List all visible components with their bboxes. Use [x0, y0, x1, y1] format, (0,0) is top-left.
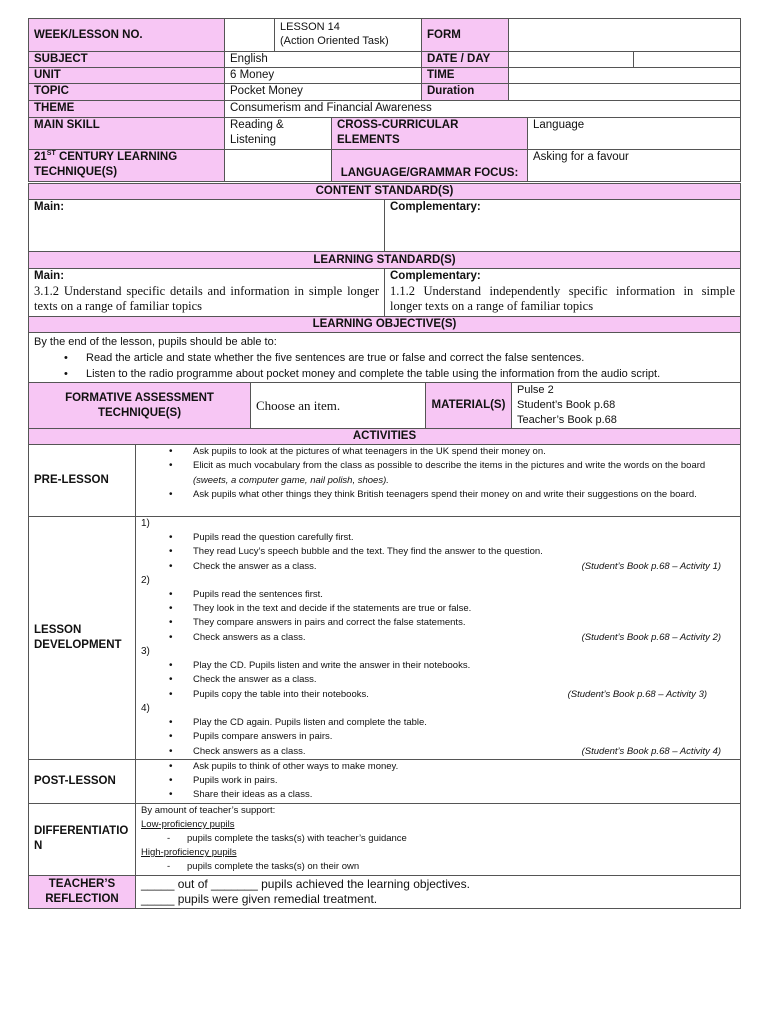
- objective-item: • Listen to the radio programme about pocket money and complete the table using the information from the audio script.: [86, 366, 735, 382]
- theme-value: Consumerism and Financial Awareness: [225, 101, 741, 118]
- objective-item: • Read the article and state whether the five sentences are true or false and correct the false sentences.: [86, 350, 735, 366]
- time-label: TIME: [422, 68, 509, 84]
- cross-curricular-label: CROSS-CURRICULAR ELEMENTS: [332, 118, 528, 150]
- formative-assessment-label: FORMATIVE ASSESSMENT TECHNIQUE(S): [29, 383, 251, 429]
- list-item: • Play the CD. Pupils listen and write the answer in their notebooks.: [193, 659, 735, 673]
- pre-lesson-label: PRE-LESSON: [29, 445, 136, 517]
- materials-value: Pulse 2 Student’s Book p.68 Teacher’s Book p.68: [512, 383, 741, 429]
- objective-intro: By the end of the lesson, pupils should be able to:: [34, 336, 277, 348]
- list-item: • Check the answer as a class. (Student’s Book p.68 – Activity 1): [193, 560, 735, 574]
- list-item: • They look in the text and decide if the statements are true or false.: [193, 602, 735, 616]
- main-skill-value: Reading & Listening: [225, 118, 332, 150]
- assessment-table: [28, 382, 741, 429]
- list-item: • They read Lucy’s speech bubble and the text. They find the answer to the question.: [193, 545, 735, 559]
- lesson-development-label: LESSON DEVELOPMENT: [29, 517, 136, 760]
- learning-standard-comp-text: 1.1.2 Understand independently specific information in simple longer texts on a range of familiar topics: [390, 284, 735, 313]
- list-item: - pupils complete the tasks(s) on their own: [187, 860, 735, 874]
- content-standard-title: CONTENT STANDARD(S): [29, 184, 741, 200]
- teachers-reflection-label: TEACHER’S REFLECTION: [29, 875, 136, 908]
- week-lesson-label: WEEK/LESSON NO.: [29, 19, 225, 52]
- book-reference: (Student’s Book p.68 – Activity 4): [581, 745, 722, 757]
- century-learning-value: [225, 150, 332, 182]
- topic-label: TOPIC: [29, 84, 225, 101]
- duration-label: Duration: [422, 84, 509, 101]
- differentiation-body: [136, 803, 741, 875]
- low-proficiency-label: Low-proficiency pupils: [141, 818, 235, 830]
- list-item: • Ask pupils what other things they think British teenagers spend their money on and write their suggestions on the board.: [193, 488, 735, 502]
- teachers-reflection-body: [136, 875, 741, 908]
- reflection-line: _____ pupils were given remedial treatment.: [141, 891, 378, 906]
- list-item: • Pupils read the sentences first.: [193, 588, 735, 602]
- step-number: 2): [141, 574, 150, 586]
- grammar-focus-label: LANGUAGE/GRAMMAR FOCUS:: [332, 150, 528, 182]
- learning-standard-title: LEARNING STANDARD(S): [29, 252, 741, 269]
- content-standard-complementary: Complementary:: [385, 200, 741, 252]
- high-proficiency-label: High-proficiency pupils: [141, 847, 237, 859]
- unit-label: UNIT: [29, 68, 225, 84]
- activities-table: [28, 428, 741, 909]
- list-item: • Pupils copy the table into their notebooks. (Student’s Book p.68 – Activity 3): [193, 688, 735, 702]
- list-item: • Share their ideas as a class.: [193, 788, 735, 802]
- activities-title: ACTIVITIES: [29, 429, 741, 445]
- topic-value: Pocket Money: [225, 84, 422, 101]
- time-value: [509, 68, 741, 84]
- list-item: • They compare answers in pairs and correct the false statements.: [193, 616, 735, 630]
- lesson-development-body: [136, 517, 741, 760]
- day-value: [634, 52, 741, 68]
- list-item: • Pupils read the question carefully first.: [193, 531, 735, 545]
- standards-table: [28, 183, 741, 383]
- step-number: 3): [141, 646, 150, 658]
- book-reference: (Student’s Book p.68 – Activity 2): [581, 631, 722, 643]
- pre-lesson-body: [136, 445, 741, 517]
- duration-value: [509, 84, 741, 101]
- subject-label: SUBJECT: [29, 52, 225, 68]
- learning-standard-main-text: 3.1.2 Understand specific details and information in simple longer texts on a range of familiar topics: [34, 284, 379, 313]
- learning-standard-main: Main: 3.1.2 Understand specific details and information in simple longer texts on a range of familiar topics: [29, 269, 385, 317]
- form-label: FORM: [422, 19, 509, 52]
- lesson-number: LESSON 14 (Action Oriented Task): [275, 19, 422, 52]
- list-item: • Ask pupils to look at the pictures of what teenagers in the UK spend their money on.: [193, 445, 735, 459]
- list-item: • Check the answer as a class.: [193, 673, 735, 687]
- main-skill-label: MAIN SKILL: [29, 118, 225, 150]
- differentiation-intro: By amount of teacher’s support:: [141, 804, 276, 816]
- date-value: [509, 52, 634, 68]
- list-item: • Play the CD again. Pupils listen and complete the table.: [193, 716, 735, 730]
- century-learning-label: 21ST CENTURY LEARNING TECHNIQUE(S): [29, 150, 225, 182]
- list-item: • Elicit as much vocabulary from the class as possible to describe the items in the pictures and write the words on the board (sweets, a computer game, nail polish, shoes).: [193, 459, 735, 488]
- differentiation-label: DIFFERENTIATION: [29, 803, 136, 875]
- week-lesson-cell: [225, 19, 275, 52]
- theme-label: THEME: [29, 101, 225, 118]
- content-standard-main: Main:: [29, 200, 385, 252]
- cross-curricular-value: Language: [528, 118, 741, 150]
- list-item: • Pupils compare answers in pairs.: [193, 730, 735, 744]
- list-item: - pupils complete the tasks(s) with teacher’s guidance: [187, 832, 735, 846]
- learning-standard-complementary: Complementary: 1.1.2 Understand independently specific information in simple longer texts on a range of familiar topics: [385, 269, 741, 317]
- step-number: 4): [141, 702, 150, 714]
- list-item: • Ask pupils to think of other ways to make money.: [193, 760, 735, 774]
- materials-label: MATERIAL(S): [426, 383, 512, 429]
- book-reference: (Student’s Book p.68 – Activity 1): [581, 560, 722, 572]
- list-item: • Check answers as a class. (Student’s Book p.68 – Activity 4): [193, 745, 735, 759]
- learning-objective-body: [29, 333, 741, 383]
- list-item: • Pupils work in pairs.: [193, 774, 735, 788]
- date-label: DATE / DAY: [422, 52, 509, 68]
- list-item: • Check answers as a class. (Student’s Book p.68 – Activity 2): [193, 631, 735, 645]
- form-value: [509, 19, 741, 52]
- assessment-dropdown[interactable]: Choose an item.: [251, 383, 426, 429]
- unit-value: 6 Money: [225, 68, 422, 84]
- step-number: 1): [141, 518, 150, 529]
- reflection-line: _____ out of _______ pupils achieved the learning objectives.: [141, 876, 470, 891]
- post-lesson-body: [136, 759, 741, 803]
- learning-objective-title: LEARNING OBJECTIVE(S): [29, 317, 741, 333]
- post-lesson-label: POST-LESSON: [29, 759, 136, 803]
- grammar-focus-value: Asking for a favour: [528, 150, 741, 182]
- header-table: [28, 18, 741, 182]
- subject-value: English: [225, 52, 422, 68]
- book-reference: (Student’s Book p.68 – Activity 3): [567, 688, 708, 700]
